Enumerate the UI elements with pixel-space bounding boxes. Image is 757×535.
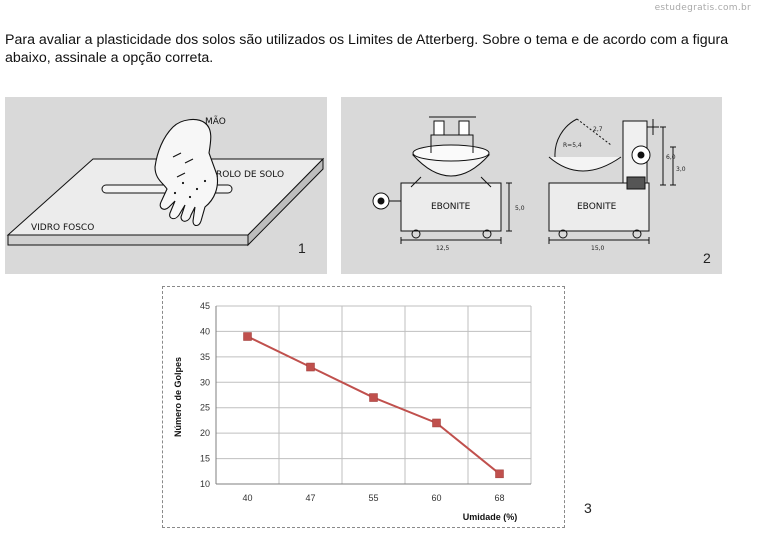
figure-3-number: 3 <box>584 500 592 516</box>
figure-1-sketch <box>5 97 327 274</box>
chart-svg <box>163 287 564 527</box>
y-tick-label: 25 <box>199 402 210 413</box>
figure-2-sketch <box>341 97 722 274</box>
y-tick-label: 30 <box>199 377 210 388</box>
y-tick-label: 20 <box>199 428 210 439</box>
figure-1-number: 1 <box>298 240 306 256</box>
data-point-marker <box>244 333 252 341</box>
y-tick-label: 10 <box>199 479 210 489</box>
y-tick-label: 40 <box>199 326 210 337</box>
dim-radius: R=5,4 <box>563 142 582 149</box>
label-glass: VIDRO FOSCO <box>31 223 95 233</box>
x-tick-label: 40 <box>242 493 253 503</box>
watermark: estudegratis.com.br <box>654 3 751 13</box>
dim-right-height2: 3,0 <box>676 166 686 173</box>
x-tick-label: 47 <box>305 493 316 503</box>
dim-small: 2,7 <box>593 126 603 133</box>
x-tick-label: 60 <box>431 493 442 503</box>
figure-3-chart <box>162 286 565 528</box>
data-point-marker <box>496 470 504 478</box>
glass-plate-front <box>8 235 248 245</box>
dim-right-height: 6,0 <box>666 154 676 161</box>
x-tick-label: 68 <box>494 493 505 503</box>
figure-2-number: 2 <box>703 250 711 266</box>
data-point-marker <box>307 363 315 371</box>
dim-left-width: 12,5 <box>436 245 450 252</box>
y-axis-label: Número de Golpes <box>173 356 183 438</box>
label-soil-roll: ROLO DE SOLO <box>216 170 285 180</box>
y-tick-label: 45 <box>199 301 210 311</box>
label-hand: MÃO <box>205 117 226 127</box>
question-text: Para avaliar a plasticidade dos solos são utilizados os Limites de Atterberg. Sobre o tema e de acordo com a figura abaixo, assinale a opção correta. <box>5 32 729 66</box>
y-tick-label: 35 <box>199 351 210 362</box>
data-point-marker <box>433 419 441 427</box>
dim-left-height: 5,0 <box>515 205 525 212</box>
figure-2-casagrande-apparatus <box>341 97 722 274</box>
data-point-marker <box>370 394 378 402</box>
figure-1-plastic-limit <box>5 97 327 274</box>
x-tick-label: 55 <box>368 493 379 503</box>
label-right-base: EBONITE <box>577 202 617 212</box>
dim-right-width: 15,0 <box>591 245 605 252</box>
y-tick-label: 15 <box>199 453 210 464</box>
x-axis-label: Umidade (%) <box>462 512 518 522</box>
label-left-base: EBONITE <box>431 202 471 212</box>
